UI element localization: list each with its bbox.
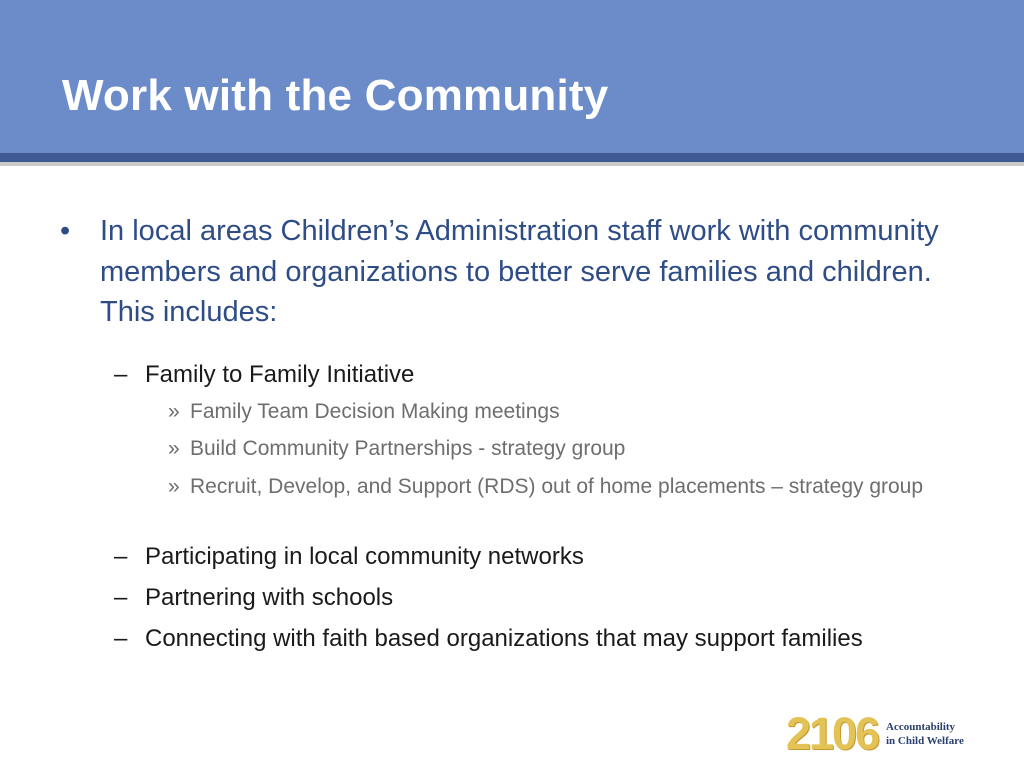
bullet-text: In local areas Children’s Administration staff work with community members and organizations to better serve families and children. This includes: bbox=[100, 215, 939, 328]
logo-number: 2106 bbox=[786, 708, 879, 759]
bullet-text: Build Community Partnerships - strategy group bbox=[190, 437, 626, 460]
bullet-level3 bbox=[168, 433, 950, 464]
bullet-marker: » bbox=[168, 437, 180, 460]
bullet-marker: • bbox=[60, 215, 71, 247]
bullet-marker: – bbox=[114, 543, 128, 570]
bullet-text: Participating in local community networks bbox=[145, 543, 584, 570]
bullet-marker: – bbox=[114, 361, 128, 388]
bullet-level3 bbox=[168, 471, 950, 502]
title-bar-stripe bbox=[0, 153, 1024, 162]
title-bar-divider bbox=[0, 162, 1024, 166]
logo-tagline-line1: Accountability bbox=[886, 721, 956, 733]
bullet-level1 bbox=[60, 211, 950, 333]
bullet-text: Recruit, Develop, and Support (RDS) out of home placements – strategy group bbox=[190, 475, 924, 498]
bullet-marker: » bbox=[168, 475, 180, 498]
logo-tagline-line2: in Child Welfare bbox=[886, 735, 964, 747]
bullet-level3 bbox=[168, 396, 950, 427]
bullet-level2 bbox=[114, 622, 935, 655]
bullet-marker: – bbox=[114, 625, 128, 652]
bullet-level2 bbox=[114, 358, 935, 391]
bullet-text: Partnering with schools bbox=[145, 584, 394, 611]
bullet-level2 bbox=[114, 581, 935, 614]
bullet-text: Family Team Decision Making meetings bbox=[190, 400, 560, 423]
bullet-text: Connecting with faith based organizations that may support families bbox=[145, 625, 863, 652]
logo-2106 bbox=[786, 710, 986, 758]
logo-tagline bbox=[886, 720, 964, 748]
bullet-marker: – bbox=[114, 584, 128, 611]
bullet-text: Family to Family Initiative bbox=[145, 361, 415, 388]
bullet-marker: » bbox=[168, 400, 180, 423]
bullet-level2 bbox=[114, 540, 935, 573]
slide-title: Work with the Community bbox=[62, 71, 609, 120]
